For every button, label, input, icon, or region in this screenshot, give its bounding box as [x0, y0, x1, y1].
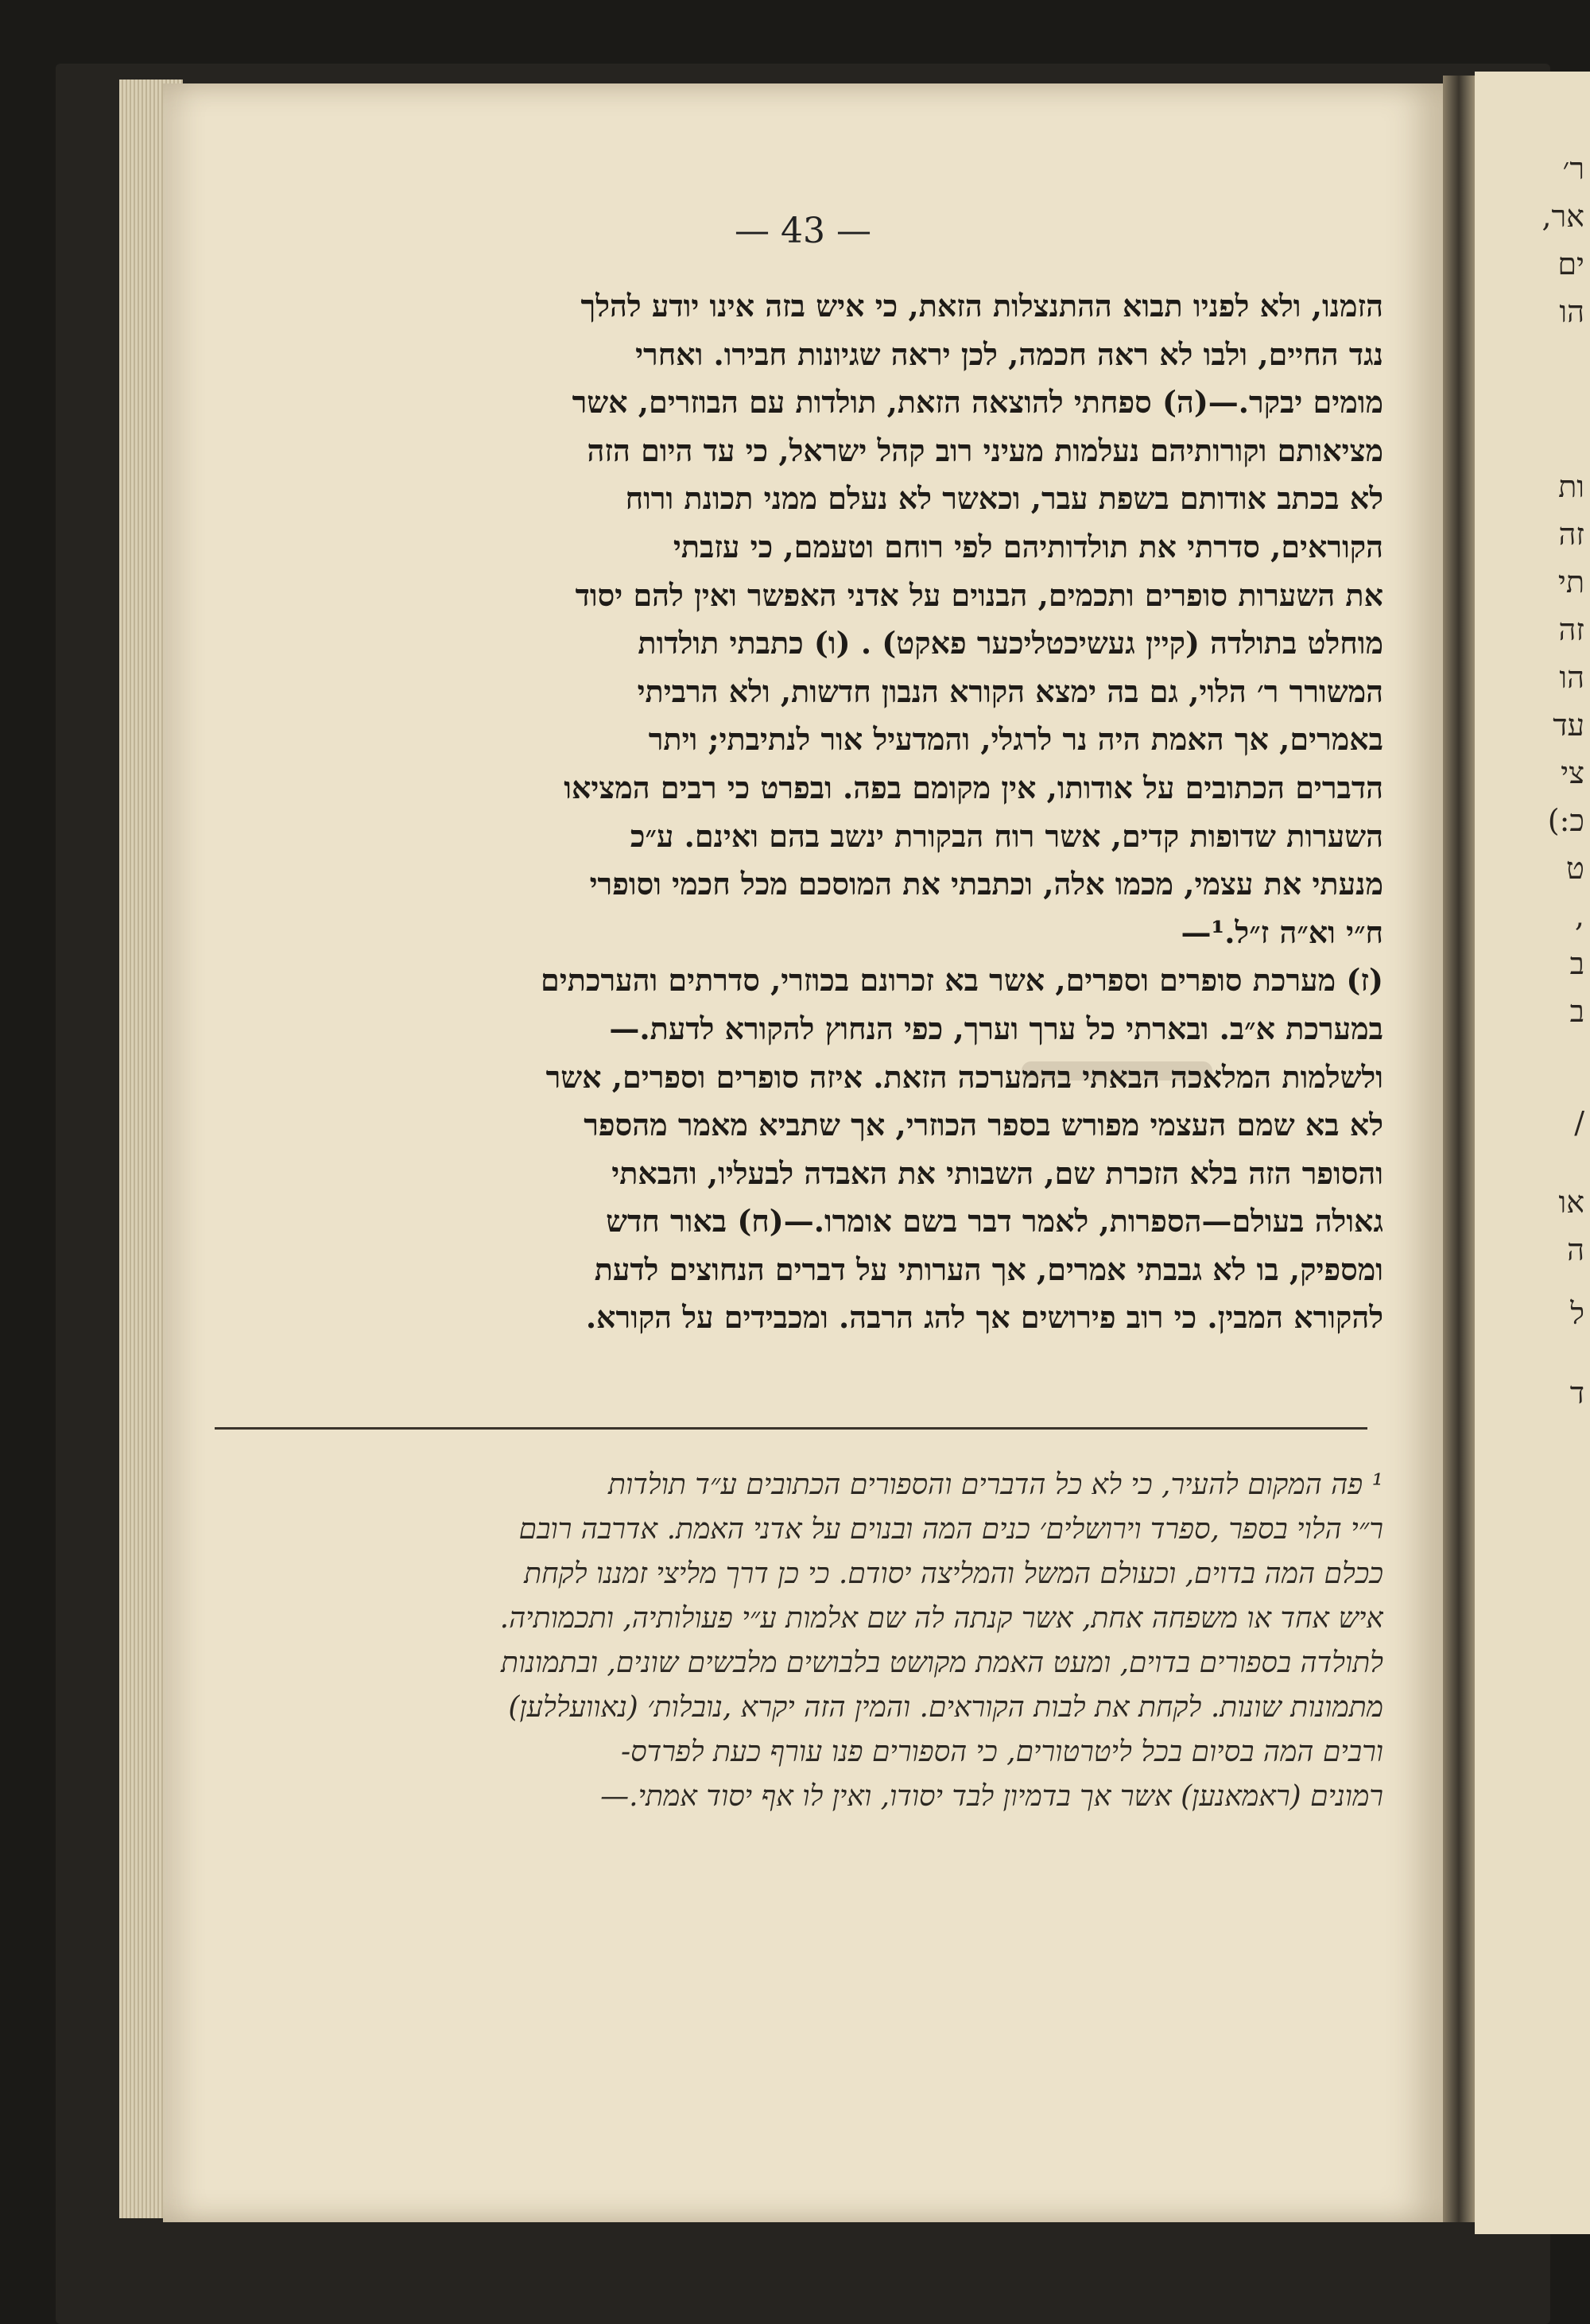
footnote-line: איש אחד או משפחה אחת, אשר קנתה לה שם אלמות ע״י פעולותיה, ותכמותיה.: [499, 1602, 1383, 1635]
next-page-text-fragment: ט: [1566, 851, 1584, 886]
text-line: את השערות סופרים ותכמים, הבנוים על אדני האפשר ואין להם יסוד: [575, 576, 1383, 613]
footnote-line: רמונים (ראמאנען) אשר אך בדמיון לבד יסודו, ואין לו אף יסוד אמתי.—: [600, 1780, 1383, 1813]
text-line: גאולה בעולם—הספרות, לאמר דבר בשם אומרו.—(ח) באור חדש: [606, 1203, 1383, 1240]
next-page-text-fragment: /: [1574, 1105, 1584, 1140]
book-gutter: [1443, 76, 1475, 2222]
next-page-text-fragment: ,: [1574, 898, 1584, 933]
next-page-text-fragment: ר׳: [1562, 151, 1584, 186]
text-line: השערות שדופות קדים, אשר רוח הבקורת ינשב בהם ואינם. ע״כ: [630, 817, 1383, 854]
next-page-text-fragment: או: [1558, 1185, 1584, 1220]
next-page-text-fragment: ל: [1570, 1296, 1584, 1331]
text-line: להקורא המבין. כי רוב פירושים אך להג הרבה. ומכבידים על הקורא.: [585, 1299, 1383, 1336]
next-page-text-fragment: זה: [1558, 612, 1584, 647]
text-line: הקוראים, סדרתי את תולדותיהם לפי רוחם וטעמם, כי עזבתי: [673, 528, 1383, 565]
next-page-text-fragment: ב: [1569, 994, 1584, 1029]
text-line: לא בא שמם העצמי מפורש בספר הכוזרי, אך שתביא מאמר מהספר: [584, 1107, 1383, 1143]
text-line: הדברים הכתובים על אודותו, אין מקומם בפה. ובפרט כי רבים המציאו: [564, 769, 1383, 805]
text-line: לא בכתב אודותם בשפת עבר, וכאשר לא נעלם ממני תכונת ורוח: [625, 480, 1383, 517]
text-line: במערכת א״ב. ובארתי כל ערך וערך, כפי הנחוץ להקורא לדעת.—: [609, 1010, 1383, 1046]
text-line: מנעתי את עצמי, מכמו אלה, וכתבתי את המוסכם מכל חכמי וסופרי: [589, 866, 1383, 902]
page-number: — 43 —: [735, 211, 871, 251]
next-page-text-fragment: ות: [1558, 469, 1584, 504]
footnote-line: ורבים המה בסיום בכל ליטרטורים, כי הספורים פנו עורף כעת לפרדס-: [620, 1736, 1383, 1768]
footnotes-block: [215, 1463, 1383, 1819]
text-line: ח״י וא״ה ז״ל.¹—: [1181, 914, 1383, 950]
text-line: מציאותם וקורותיהם נעלמות מעיני רוב קהל ישראל, כי עד היום הזה: [587, 432, 1383, 468]
text-line: הזמנו, ולא לפניו תבוא ההתנצלות הזאת, כי איש בזה אינו יודע להלך: [580, 288, 1383, 324]
next-page-text-fragment: ה: [1567, 1232, 1584, 1267]
main-text-block: [191, 282, 1383, 1342]
next-page-text-fragment: הו: [1559, 294, 1584, 329]
footnote-line: מתמונות שונות. לקחת את לבות הקוראים. והמין הזה יקרא ,נובלות׳ (נאוועללען): [508, 1691, 1383, 1724]
right-page-edge: [1475, 72, 1590, 2234]
next-page-text-fragment: אר,: [1542, 199, 1584, 234]
next-page-text-fragment: הו: [1559, 660, 1584, 695]
next-page-text-fragment: צי: [1561, 755, 1584, 790]
next-page-text-fragment: כ:): [1547, 803, 1584, 838]
next-page-text-fragment: עד: [1553, 708, 1584, 743]
text-line: (ז) מערכת סופרים וספרים, אשר בא זכרונם בכוזרי, סדרתים והערכתים: [541, 962, 1383, 999]
text-line: באמרים, אך האמת היה נר לרגלי, והמדעיל אור לנתיבתי; ויתר: [648, 721, 1383, 758]
next-page-text-fragment: ד: [1569, 1375, 1584, 1410]
text-line: נגד החיים, ולבו לא ראה חכמה, לכן יראה שגיונות חבירו. ואחרי: [635, 336, 1383, 372]
next-page-text-fragment: ב: [1569, 946, 1584, 981]
footnote-line: ככלם המה בדוים, וכעולם המשל והמליצה יסודם. כי כן דרך מליצי זמננו לקחת: [524, 1558, 1383, 1590]
text-line: מומים יבקר.—(ה) ספחתי להוצאה הזאת, תולדות עם הבוזרים, אשר: [572, 384, 1383, 421]
footnote-line: ¹ פה המקום להעיר, כי לא כל הדברים והספורים הכתובים ע״ד תולדות: [608, 1469, 1383, 1501]
footnote-divider: [215, 1427, 1367, 1430]
footnote-line: לתולדה בספורים בדוים, ומעט האמת מקושט בלבושים מלבשים שונים, ובתמונות: [501, 1647, 1383, 1679]
text-line: ולשלמות המלאכה הבאתי בהמערכה הזאת. איזה סופרים וספרים, אשר: [545, 1058, 1383, 1095]
next-page-text-fragment: ים: [1557, 246, 1584, 281]
text-line: מוחלט בתולדה (קיין געשיכטליכער פאקט) . (ו) כתבתי תולדות: [638, 625, 1383, 662]
next-page-text-fragment: זה: [1558, 517, 1584, 552]
text-line: המשורר ר׳ הלוי, גם בה ימצא הקורא הנבון חדשות, ולא הרביתי: [637, 673, 1383, 709]
next-page-text-fragment: תי: [1557, 565, 1584, 599]
text-line: ומספיק, בו לא גבבתי אמרים, אך הערותי על דברים הנחוצים לדעת: [594, 1251, 1383, 1287]
text-line: והסופר הזה בלא הזכרת שם, השבותי את האבדה לבעליו, והבאתי: [611, 1154, 1383, 1191]
footnote-line: ר״י הלוי בספר ,ספרד וירושלים׳ כנים המה ובנוים על אדני האמת. אדרבה רובם: [518, 1513, 1383, 1546]
